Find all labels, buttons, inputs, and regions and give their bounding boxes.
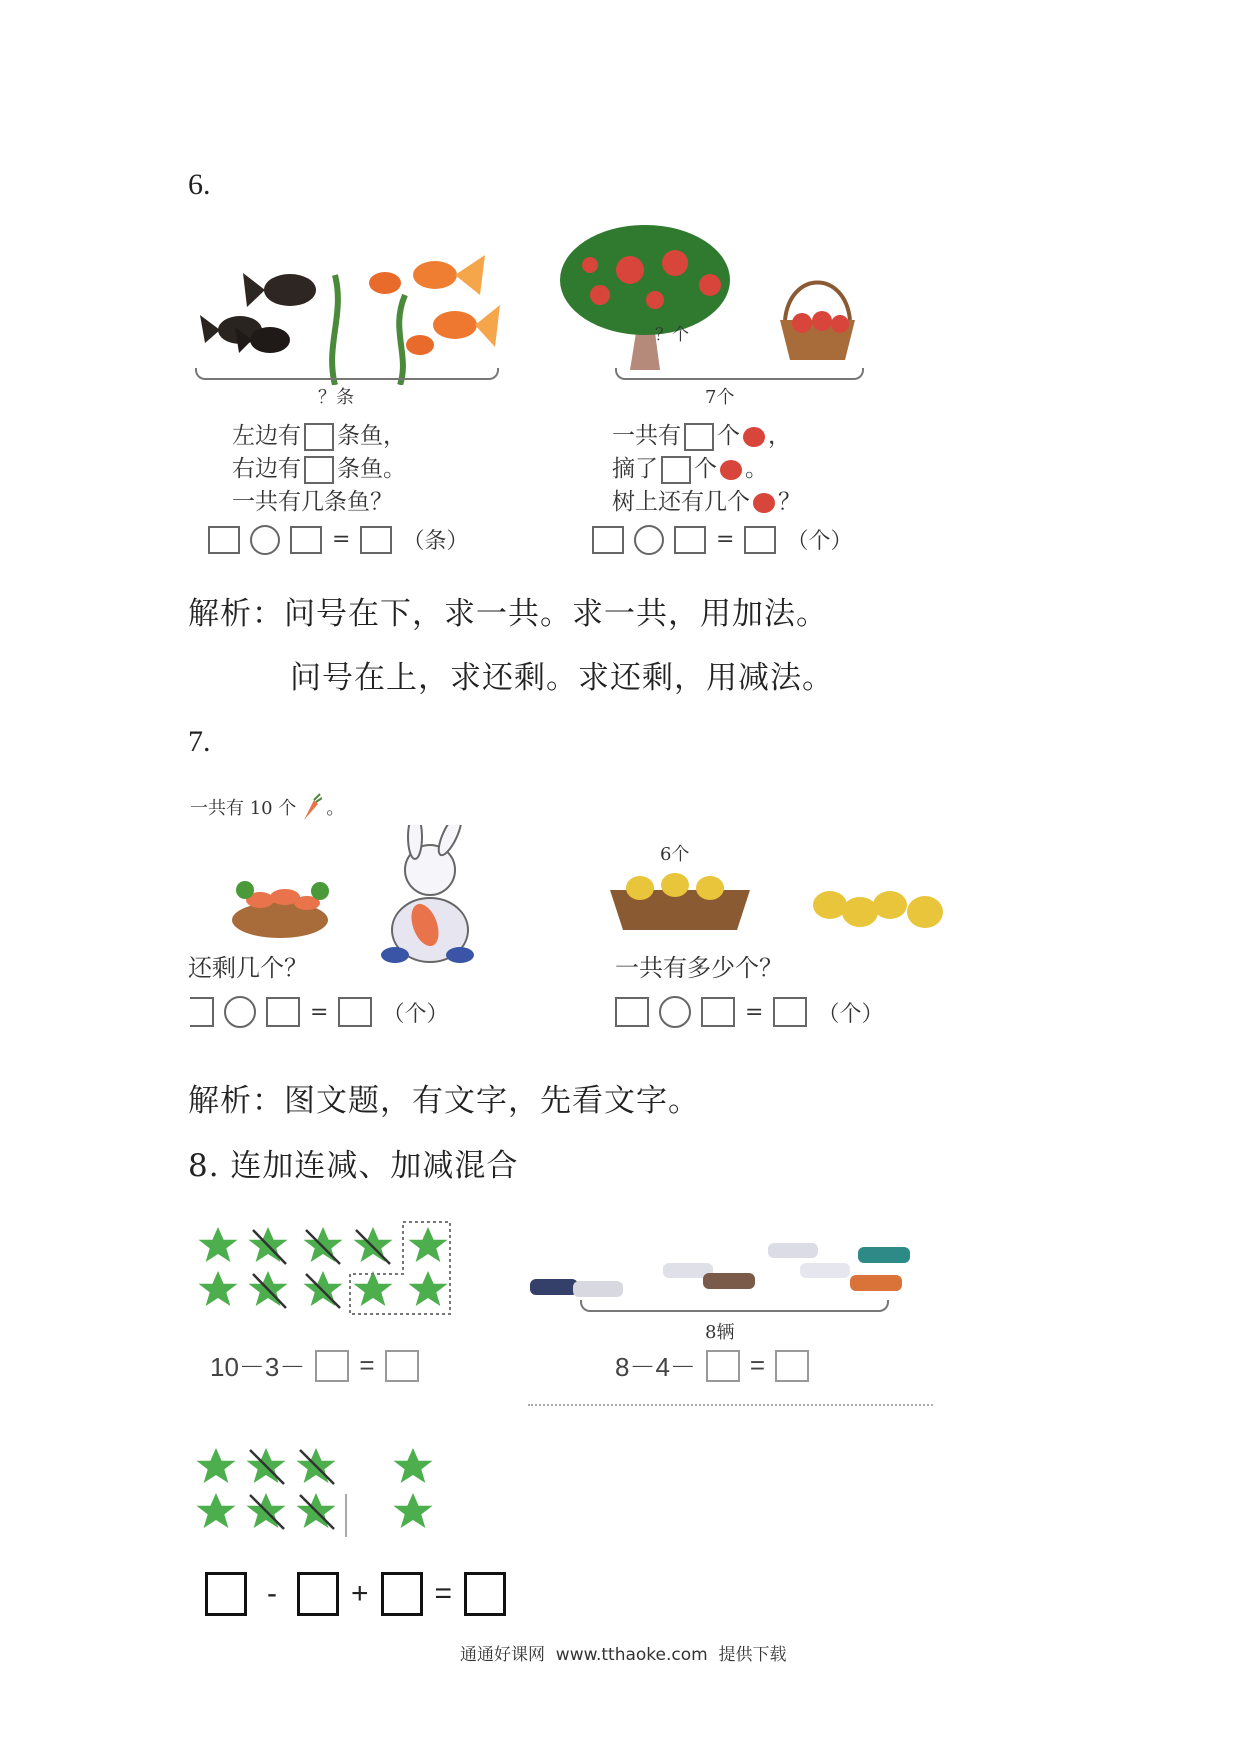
mixed-eq-box-3[interactable]: [381, 1572, 423, 1616]
pear-eq-box-2[interactable]: [701, 997, 735, 1027]
carrot-basket: [232, 881, 329, 938]
star-grid-2: [188, 1442, 443, 1542]
cars-eq-text: 8－4－: [615, 1352, 696, 1382]
apple-eq-box-1[interactable]: [592, 526, 624, 554]
fish-brace: [195, 368, 499, 380]
pear-eq-operator-circle[interactable]: [659, 996, 691, 1028]
mixed-eq-answer-box[interactable]: [464, 1572, 506, 1616]
apple-line2-c: 。: [745, 456, 768, 482]
pear-basket: [610, 873, 750, 930]
analysis-label: 解析：: [188, 596, 284, 632]
fish-eq-operator-circle[interactable]: [250, 525, 280, 555]
cars-eq-box[interactable]: [706, 1350, 740, 1382]
apple-icon: [743, 427, 765, 447]
equals-sign: =: [745, 999, 764, 1025]
fish-line2-b: 条鱼。: [337, 456, 406, 482]
apple-line1-c: ，: [768, 423, 791, 449]
fish-line1-b: 条鱼，: [337, 423, 406, 449]
apple-tree-illustration: [560, 225, 860, 375]
dotted-divider: [528, 1404, 933, 1406]
question-7-number: 7.: [188, 725, 211, 758]
analysis-line-2: 问号在上，求还剩。求还剩，用减法。: [290, 660, 834, 696]
footer-source: 通通好课网 www.tthaoke.com 提供下载: [460, 1645, 787, 1665]
carrot-eq-box-1[interactable]: [190, 997, 214, 1027]
carrot-eq-operator-circle[interactable]: [224, 996, 256, 1028]
apple-line1-b: 个: [717, 423, 740, 449]
carrot-eq-answer-box[interactable]: [338, 997, 372, 1027]
pear-illustration: [605, 860, 950, 940]
analysis-text: 图文题，有文字，先看文字。: [284, 1083, 700, 1119]
apple-icon: [720, 460, 742, 480]
apple-eq-unit: （个）: [786, 529, 853, 554]
pear-equation: [615, 996, 883, 1028]
rabbit-carrot-illustration: [225, 825, 485, 965]
apple-line2-b: 个: [694, 456, 717, 482]
plus-sign: +: [351, 1577, 369, 1610]
car-group: [530, 1243, 910, 1297]
carrot-eq-box-2[interactable]: [266, 997, 300, 1027]
stars-eq-box[interactable]: [315, 1350, 349, 1382]
question-8-title: 8. 连加连减、加减混合: [188, 1148, 519, 1184]
fish-line3: 一共有几条鱼？: [232, 489, 393, 515]
q7-analysis: [188, 1075, 700, 1120]
carrot-eq-unit: （个）: [382, 1001, 449, 1027]
fish-question-text: [232, 420, 406, 519]
goldfish-group: [369, 255, 500, 355]
pear-eq-answer-box[interactable]: [773, 997, 807, 1027]
apple-eq-answer-box[interactable]: [744, 526, 776, 554]
cars-illustration: [528, 1235, 923, 1305]
equals-sign: =: [310, 999, 329, 1025]
stars-equation: [210, 1347, 419, 1384]
equals-sign: =: [434, 1577, 453, 1610]
mixed-eq-box-1[interactable]: [205, 1572, 247, 1616]
fish-eq-unit: （条）: [402, 529, 469, 554]
equals-sign: =: [749, 1350, 766, 1380]
minus-sign: -: [267, 1577, 277, 1610]
apple-brace: [615, 368, 864, 380]
apple-eq-box-2[interactable]: [674, 526, 706, 554]
apple-line3-a: 树上还有几个: [612, 489, 750, 515]
fish-brace-label: ？条: [318, 387, 354, 408]
cars-equation: [615, 1347, 809, 1384]
apple-question-text: [612, 420, 801, 519]
analysis-label: 解析：: [188, 1083, 284, 1119]
tree-label: ？个: [655, 325, 689, 345]
mixed-equation: [205, 1572, 506, 1616]
stars-eq-text: 10－3－: [210, 1352, 306, 1382]
carrot-top-end: 。: [326, 798, 345, 819]
cars-eq-answer-box[interactable]: [775, 1350, 809, 1382]
star-grid-1: [188, 1218, 458, 1318]
fish-eq-answer-box[interactable]: [360, 526, 392, 554]
cars-label: 8辆: [705, 1322, 735, 1343]
apple-line3-b: ？: [778, 489, 801, 515]
fish-left-box[interactable]: [304, 423, 334, 451]
fish-line1-a: 左边有: [232, 423, 301, 449]
apple-equation: [592, 524, 852, 555]
carrot-total-text: 一共有 10 个: [190, 798, 297, 819]
apple-icon: [753, 493, 775, 513]
mixed-eq-box-2[interactable]: [297, 1572, 339, 1616]
apple-basket: [780, 283, 855, 361]
apple-picked-box[interactable]: [661, 456, 691, 484]
carrot-equation: [190, 996, 448, 1028]
carrot-top-text: [190, 792, 344, 822]
fish-eq-box-1[interactable]: [208, 526, 240, 554]
apple-line2-a: 摘了: [612, 456, 658, 482]
rabbit: [381, 825, 474, 963]
loose-pears: [813, 891, 943, 928]
fish-illustration: [195, 235, 510, 385]
fish-eq-box-2[interactable]: [290, 526, 322, 554]
equals-sign: =: [359, 1350, 375, 1380]
pear-basket-label: 6个: [660, 844, 690, 865]
apple-total-box[interactable]: [684, 423, 714, 451]
apple-brace-label: 7个: [705, 387, 735, 408]
equals-sign: =: [716, 527, 735, 552]
question-6-number: 6.: [188, 168, 211, 201]
apple-eq-operator-circle[interactable]: [634, 525, 664, 555]
carrot-icon: [300, 792, 322, 822]
pear-eq-unit: （个）: [817, 1001, 884, 1027]
pear-question: 一共有多少个？: [615, 954, 783, 982]
analysis-line-1: 问号在下，求一共。求一共，用加法。: [284, 596, 828, 632]
fish-equation: [208, 524, 468, 555]
q6-analysis: [188, 588, 828, 633]
carrot-question: 还剩几个？: [188, 954, 308, 982]
pear-eq-box-1[interactable]: [615, 997, 649, 1027]
equals-sign: =: [332, 527, 351, 552]
apple-line1-a: 一共有: [612, 423, 681, 449]
cars-brace: [580, 1300, 889, 1312]
fish-line2-a: 右边有: [232, 456, 301, 482]
stars-eq-answer-box[interactable]: [385, 1350, 419, 1382]
fish-right-box[interactable]: [304, 456, 334, 484]
black-fish-group: [200, 273, 316, 353]
